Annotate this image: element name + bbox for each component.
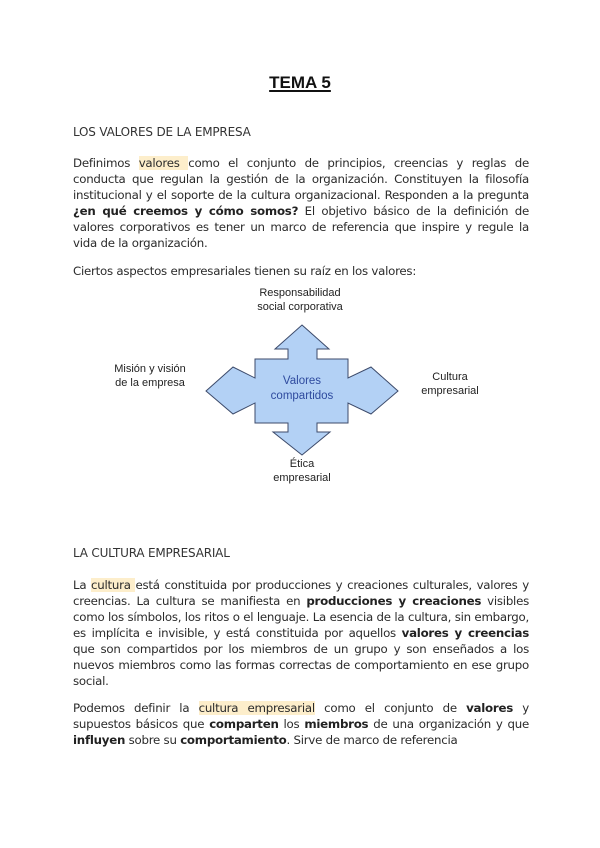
- label-line: Cultura: [432, 371, 468, 383]
- text-segment: Podemos definir la: [73, 701, 199, 715]
- diagram-label-top: [230, 286, 370, 314]
- paragraph-diagram-intro: [73, 263, 529, 279]
- text-segment: visibles como los símbolos, los ritos o el lenguaje. La esencia de la cultura, sin embargo, es implícita e invisible, y está constituida por aquellos: [73, 594, 529, 640]
- text-segment: como el conjunto de principios, creencias y reglas de conducta que regulan la gestión de la organización. Constituyen la filosofía institucional y el soporte de la cultura organizacional. Responden a la pregunta: [73, 156, 529, 202]
- label-line: social corporativa: [257, 301, 343, 313]
- text-segment: de una organización y que: [368, 717, 529, 731]
- label-line: Responsabilidad: [259, 287, 341, 299]
- values-diagram: [90, 280, 510, 490]
- section-heading-cultura: LA CULTURA EMPRESARIAL: [73, 546, 230, 560]
- bold-term: comparten: [209, 717, 279, 731]
- text-segment: La: [73, 578, 92, 592]
- label-line: Ética: [289, 458, 315, 470]
- page-title-text: TEMA 5: [269, 73, 331, 92]
- paragraph-cultura-empresarial: [73, 700, 529, 748]
- bold-term: comportamiento: [180, 733, 287, 747]
- bold-question: ¿en qué creemos y cómo somos?: [73, 204, 299, 218]
- bold-term: influyen: [73, 733, 126, 747]
- text-segment: El objetivo básico de la definición de valores corporativos es tener un marco de referencia que inspire y regule la vida de la organización.: [73, 204, 529, 250]
- section-heading-valores: LOS VALORES DE LA EMPRESA: [73, 125, 251, 139]
- label-line: empresarial: [273, 472, 331, 484]
- page-title: [0, 73, 600, 93]
- highlighted-term-cultura-empresarial: cultura empresarial: [198, 701, 315, 715]
- bold-term: producciones y creaciones: [306, 594, 482, 608]
- text-segment: y supuestos básicos que: [73, 701, 529, 731]
- text-segment: está constituida por producciones y creaciones culturales, valores y creencias. La cultura se manifiesta en: [73, 578, 529, 608]
- diagram-label-right: [405, 370, 495, 398]
- text-segment: que son compartidos por los miembros de un grupo y son enseñados a los nuevos miembros como las formas correctas de comportamiento en ese grupo social.: [73, 642, 529, 688]
- text-segment: Ciertos aspectos empresariales tienen su raíz en los valores:: [73, 264, 417, 278]
- diagram-label-bottom: [252, 457, 352, 485]
- highlighted-term-valores: valores: [138, 156, 189, 170]
- bold-term: miembros: [304, 717, 369, 731]
- label-line: compartidos: [270, 390, 334, 402]
- label-line: empresarial: [421, 385, 479, 397]
- diagram-label-left: [100, 362, 200, 390]
- text-segment: Definimos: [73, 156, 139, 170]
- label-line: Misión y visión: [114, 363, 186, 375]
- paragraph-valores-definition: [73, 155, 529, 251]
- bold-term: valores y creencias: [401, 626, 529, 640]
- paragraph-cultura-definition: [73, 577, 529, 689]
- bold-term: valores: [466, 701, 513, 715]
- text-segment: sobre su: [125, 733, 181, 747]
- text-segment: los: [278, 717, 305, 731]
- text-segment: . Sirve de marco de referencia: [286, 733, 458, 747]
- label-line: de la empresa: [115, 377, 185, 389]
- highlighted-term-cultura: cultura: [91, 578, 136, 592]
- diagram-label-center: [252, 374, 352, 404]
- label-line: Valores: [282, 375, 322, 387]
- text-segment: como el conjunto de: [314, 701, 467, 715]
